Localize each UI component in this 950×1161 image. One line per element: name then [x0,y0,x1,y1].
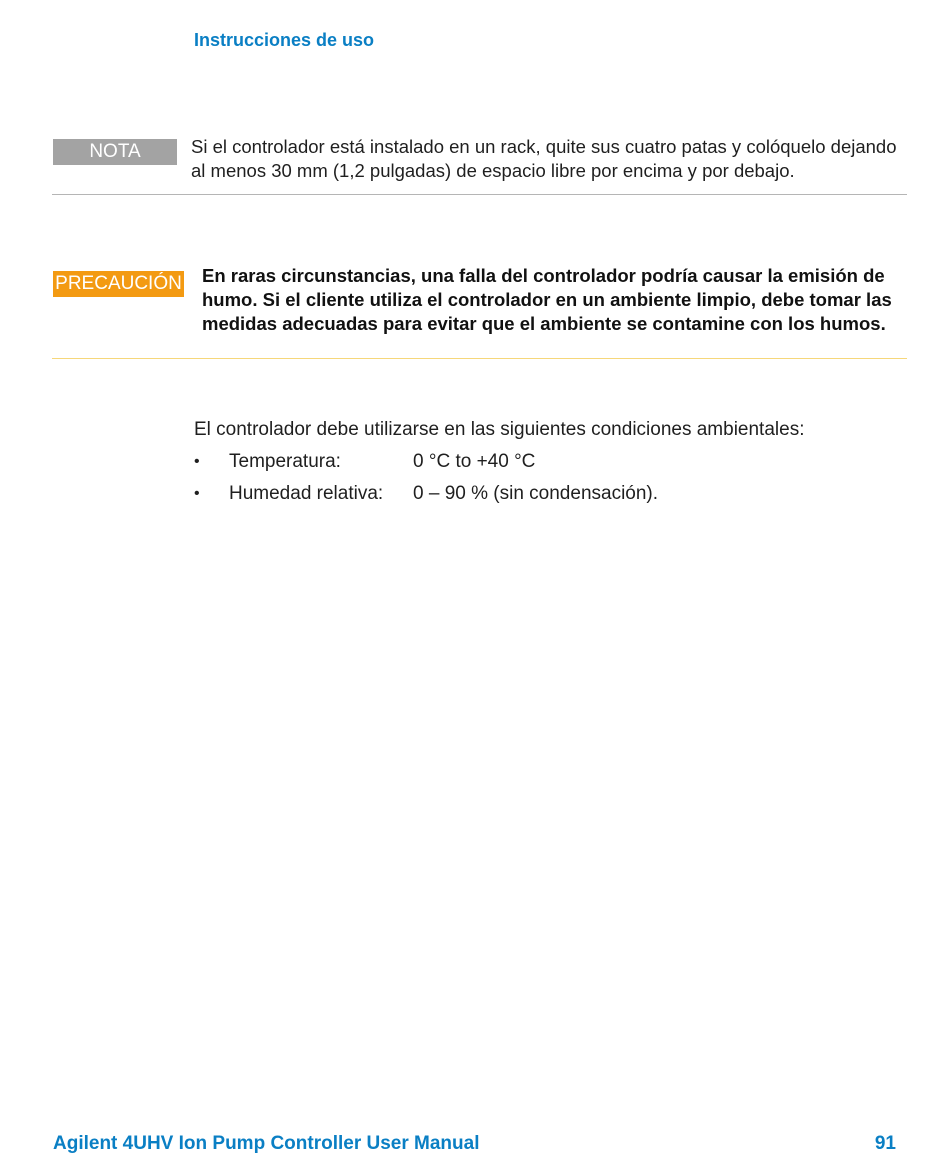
note-text: Si el controlador está instalado en un rack, quite sus cuatro patas y colóquelo dejando al menos 30 mm (1,2 pulgadas) de espacio libre por encima y por debajo. [191,136,897,181]
footer-manual-title: Agilent 4UHV Ion Pump Controller User Manual [53,1133,480,1154]
condition-label: Humedad relativa: [229,483,384,504]
note-divider [52,194,907,195]
page-number: 91 [874,1133,896,1154]
condition-label: Temperatura: [229,451,341,472]
note-badge: NOTA [53,139,177,165]
caution-text: En raras circunstancias, una falla del controlador podría causar la emisión de humo. Si el cliente utiliza el controlador en un ambiente limpio, debe tomar las medidas adecuadas para evitar que el ambiente se contamine con los humos. [202,265,892,334]
condition-value: 0 – 90 % (sin condensación). [413,483,659,504]
bullet-icon: • [194,485,200,502]
caution-badge: PRECAUCIÓN [53,271,184,297]
conditions-intro: El controlador debe utilizarse en las siguientes condiciones ambientales: [194,419,805,440]
caution-divider [52,358,907,359]
bullet-icon: • [194,453,200,470]
condition-value: 0 °C to +40 °C [413,451,536,472]
section-title: Instrucciones de uso [194,30,375,50]
